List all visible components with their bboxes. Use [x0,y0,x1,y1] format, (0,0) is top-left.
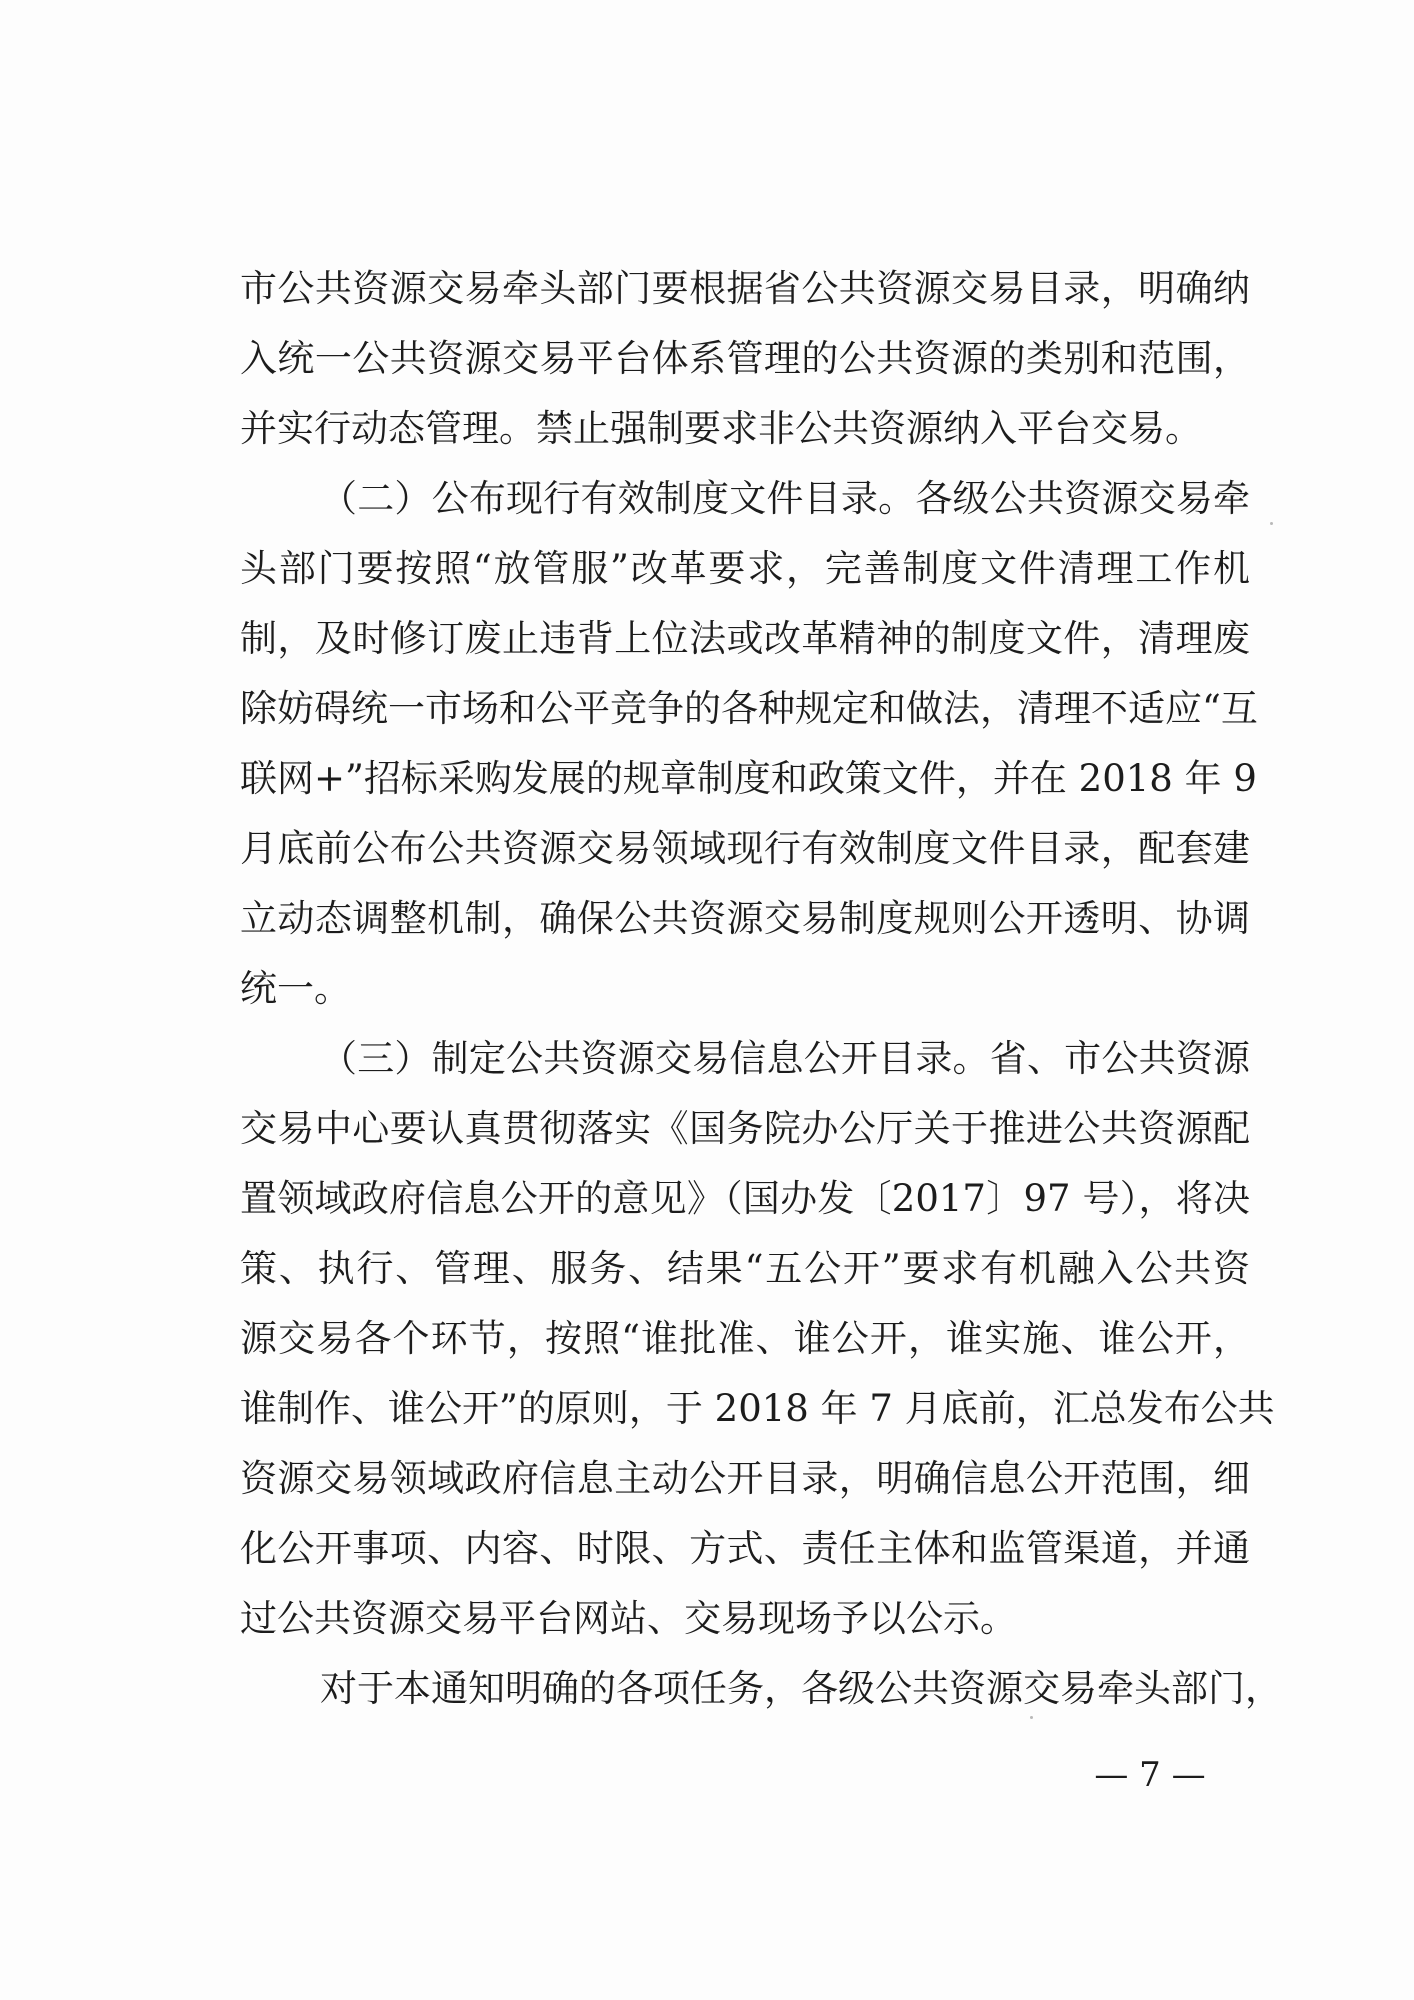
text-line: 化公开事项、内容、时限、方式、责任主体和监管渠道，并通 [240,1527,1250,1570]
text-line: 资源交易领域政府信息主动公开目录，明确信息公开范围，细 [240,1457,1250,1500]
paragraph-heading-line: （三）制定公共资源交易信息公开目录。省、市公共资源 [320,1037,1250,1080]
body-text [240,254,1282,1724]
text-line: 制，及时修订废止违背上位法或改革精神的制度文件，清理废 [240,617,1250,660]
text-line: 联网+”招标采购发展的规章制度和政策文件，并在 2018 年 9 [240,757,1257,800]
text-line: 月底前公布公共资源交易领域现行有效制度文件目录，配套建 [240,827,1250,870]
text-line: 策、执行、管理、服务、结果“五公开”要求有机融入公共资 [240,1247,1250,1290]
text-line: 交易中心要认真贯彻落实《国务院办公厅关于推进公共资源配 [240,1107,1250,1150]
scan-speck [1270,522,1273,525]
text-line: 立动态调整机制，确保公共资源交易制度规则公开透明、协调 [240,897,1250,940]
text-line: 源交易各个环节，按照“谁批准、谁公开，谁实施、谁公开， [240,1317,1250,1360]
text-line: 过公共资源交易平台网站、交易现场予以公示。 [240,1597,1017,1640]
text-line: 统一。 [240,967,351,1010]
text-line: 对于本通知明确的各项任务，各级公共资源交易牵头部门， [320,1667,1282,1710]
paragraph-heading-line: （二）公布现行有效制度文件目录。各级公共资源交易牵 [320,477,1250,520]
text-line: 置领域政府信息公开的意见》（国办发〔2017〕97 号），将决 [240,1177,1250,1220]
text-line: 谁制作、谁公开”的原则，于 2018 年 7 月底前，汇总发布公共 [240,1387,1275,1430]
text-line: 头部门要按照“放管服”改革要求，完善制度文件清理工作机 [240,547,1250,590]
text-line: 除妨碍统一市场和公平竞争的各种规定和做法，清理不适应“互 [240,687,1258,730]
text-line: 并实行动态管理。禁止强制要求非公共资源纳入平台交易。 [240,407,1202,450]
text-line: 市公共资源交易牵头部门要根据省公共资源交易目录，明确纳 [240,267,1250,310]
page-number: — 7 — [1094,1755,1206,1795]
text-line: 入统一公共资源交易平台体系管理的公共资源的类别和范围， [240,337,1250,380]
